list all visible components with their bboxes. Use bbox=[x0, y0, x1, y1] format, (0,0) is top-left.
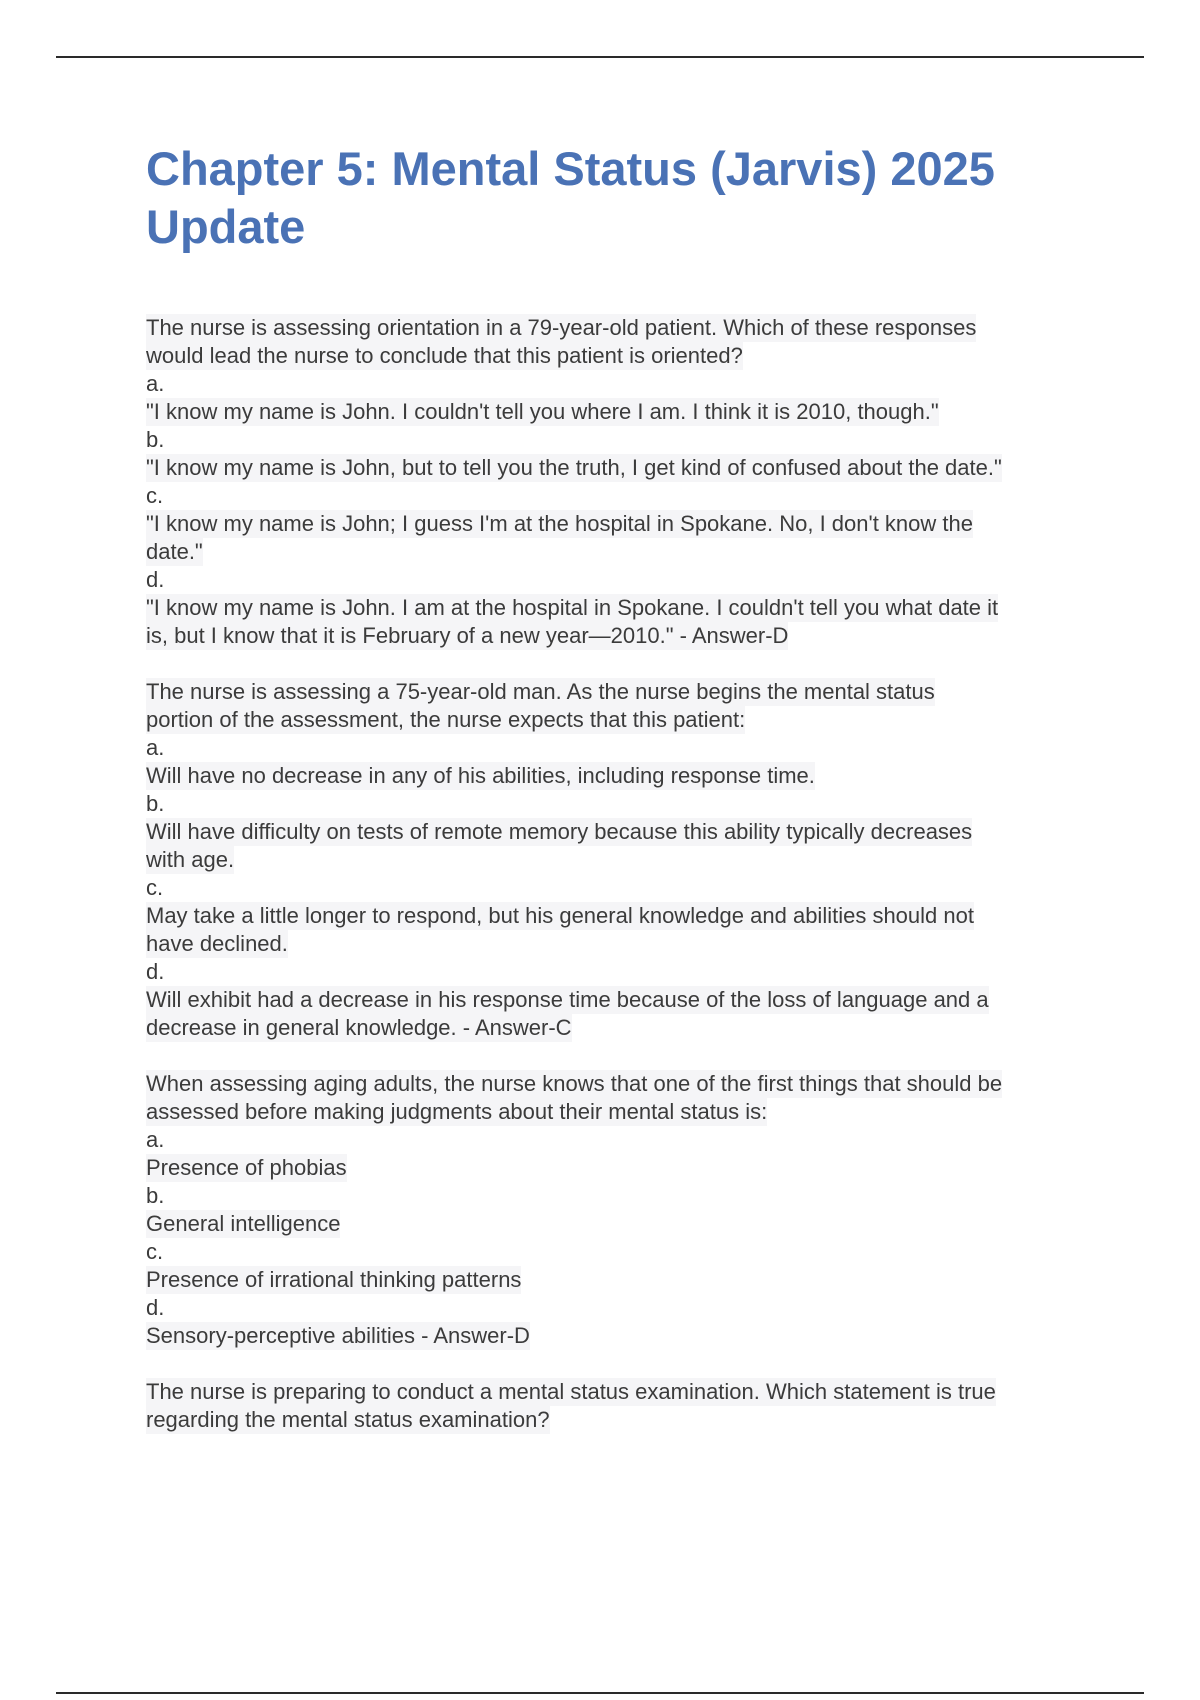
option-letter: b. bbox=[146, 427, 165, 452]
question-block bbox=[146, 678, 1106, 1042]
option-text-line: with age. bbox=[146, 847, 235, 872]
option-letter: c. bbox=[146, 1239, 164, 1264]
top-rule bbox=[56, 56, 1144, 58]
option-text-line: Sensory-perceptive abilities - Answer-D bbox=[146, 1323, 530, 1348]
option-text-line: Will have no decrease in any of his abilities, including response time. bbox=[146, 763, 815, 788]
option-text-line: is, but I know that it is February of a new year—2010." - Answer-D bbox=[146, 623, 789, 648]
option-letter: d. bbox=[146, 567, 165, 592]
option-text-line: May take a little longer to respond, but his general knowledge and abilities should not bbox=[146, 903, 974, 928]
bottom-rule bbox=[56, 1692, 1144, 1694]
option-text-line: decrease in general knowledge. - Answer-C bbox=[146, 1015, 572, 1040]
question-stem-line: The nurse is assessing orientation in a 79-year-old patient. Which of these responses bbox=[146, 315, 977, 340]
document-body bbox=[146, 140, 1106, 1462]
option-letter: b. bbox=[146, 1183, 165, 1208]
option-text-line: Will exhibit had a decrease in his response time because of the loss of language and a bbox=[146, 987, 989, 1012]
option-letter: d. bbox=[146, 1295, 165, 1320]
question-list bbox=[146, 314, 1106, 1434]
question-stem-line: assessed before making judgments about their mental status is: bbox=[146, 1099, 768, 1124]
question-block bbox=[146, 1378, 1106, 1434]
question-block bbox=[146, 314, 1106, 650]
option-letter: d. bbox=[146, 959, 165, 984]
option-text-line: "I know my name is John. I couldn't tell you where I am. I think it is 2010, though." bbox=[146, 399, 939, 424]
question-stem-line: regarding the mental status examination? bbox=[146, 1407, 550, 1432]
option-letter: c. bbox=[146, 875, 164, 900]
document-title: Chapter 5: Mental Status (Jarvis) 2025 Update bbox=[146, 142, 995, 253]
option-text-line: Presence of phobias bbox=[146, 1155, 347, 1180]
question-stem-line: portion of the assessment, the nurse expects that this patient: bbox=[146, 707, 746, 732]
question-stem-line: would lead the nurse to conclude that this patient is oriented? bbox=[146, 343, 743, 368]
question-block bbox=[146, 1070, 1106, 1350]
question-stem-line: The nurse is assessing a 75-year-old man. As the nurse begins the mental status bbox=[146, 679, 935, 704]
option-text-line: "I know my name is John; I guess I'm at the hospital in Spokane. No, I don't know the bbox=[146, 511, 973, 536]
option-letter: a. bbox=[146, 371, 165, 396]
option-text-line: date." bbox=[146, 539, 203, 564]
option-text-line: Presence of irrational thinking patterns bbox=[146, 1267, 522, 1292]
question-stem-line: When assessing aging adults, the nurse knows that one of the first things that should be bbox=[146, 1071, 1003, 1096]
question-stem-line: The nurse is preparing to conduct a mental status examination. Which statement is true bbox=[146, 1379, 996, 1404]
option-letter: a. bbox=[146, 1127, 165, 1152]
option-letter: a. bbox=[146, 735, 165, 760]
option-letter: c. bbox=[146, 483, 164, 508]
option-text-line: General intelligence bbox=[146, 1211, 341, 1236]
option-text-line: Will have difficulty on tests of remote memory because this ability typically decreases bbox=[146, 819, 973, 844]
option-letter: b. bbox=[146, 791, 165, 816]
option-text-line: "I know my name is John, but to tell you the truth, I get kind of confused about the date." bbox=[146, 455, 1002, 480]
option-text-line: "I know my name is John. I am at the hospital in Spokane. I couldn't tell you what date it bbox=[146, 595, 999, 620]
option-text-line: have declined. bbox=[146, 931, 288, 956]
